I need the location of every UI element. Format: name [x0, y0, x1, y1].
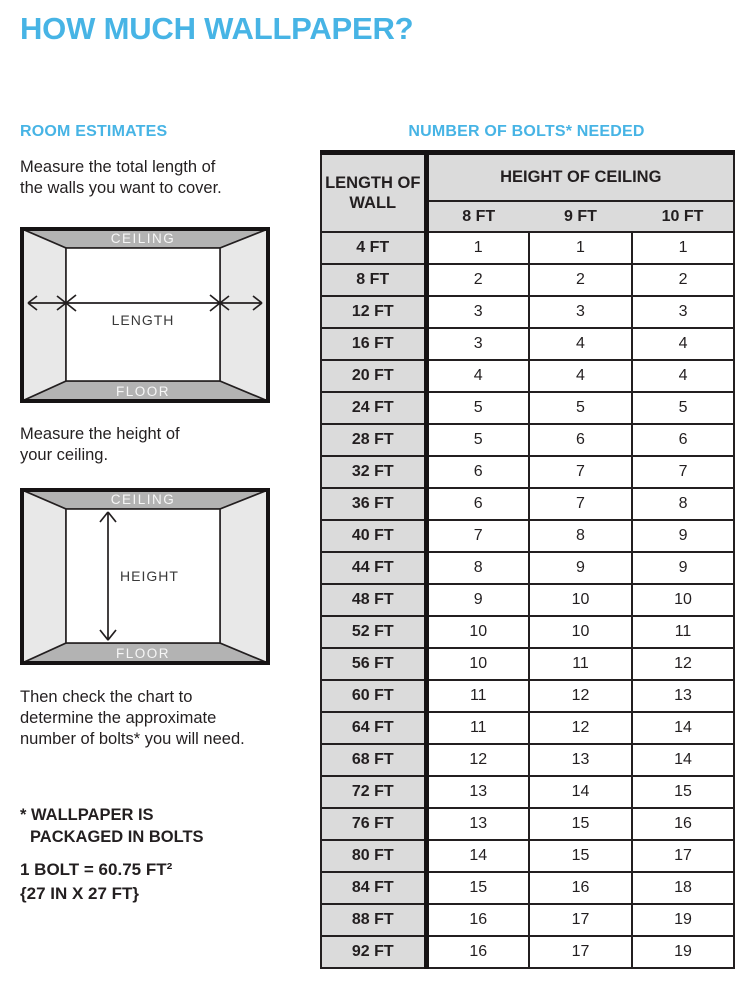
wall-length-cell: 56 FT	[321, 648, 426, 680]
step2-line2: your ceiling.	[20, 446, 109, 464]
length-room-diagram	[20, 227, 270, 403]
bolts-10ft-cell: 14	[632, 712, 734, 744]
step3-instruction	[20, 687, 245, 750]
wall-length-cell: 16 FT	[321, 328, 426, 360]
bolts-8ft-cell: 9	[426, 584, 529, 616]
bolts-8ft-cell: 15	[426, 872, 529, 904]
bolts-footnote	[20, 804, 204, 848]
table-row	[321, 296, 734, 328]
table-row	[321, 936, 734, 968]
height-of-ceiling-header: HEIGHT OF CEILING	[426, 153, 734, 202]
bolts-8ft-cell: 13	[426, 776, 529, 808]
right-wall-panel	[220, 229, 268, 401]
bolts-10ft-cell: 1	[632, 232, 734, 264]
wall-length-cell: 64 FT	[321, 712, 426, 744]
step2-instruction	[20, 424, 180, 466]
bolts-8ft-cell: 12	[426, 744, 529, 776]
wall-length-cell: 48 FT	[321, 584, 426, 616]
bolts-9ft-cell: 10	[529, 584, 632, 616]
wall-length-cell: 4 FT	[321, 232, 426, 264]
bolts-8ft-cell: 14	[426, 840, 529, 872]
table-row	[321, 744, 734, 776]
wall-length-cell: 84 FT	[321, 872, 426, 904]
bolt-equation: 1 BOLT = 60.75 FT²	[20, 860, 173, 879]
step1-line1: Measure the total length of	[20, 158, 216, 176]
floor-label: FLOOR	[115, 384, 171, 399]
bolts-9ft-cell: 13	[529, 744, 632, 776]
bolts-10ft-cell: 19	[632, 904, 734, 936]
bolts-9ft-cell: 4	[529, 328, 632, 360]
table-row	[321, 680, 734, 712]
bolts-9ft-cell: 12	[529, 680, 632, 712]
page-title: HOW MUCH WALLPAPER?	[20, 11, 414, 46]
table-row	[321, 776, 734, 808]
bolts-8ft-cell: 13	[426, 808, 529, 840]
bolts-9ft-cell: 6	[529, 424, 632, 456]
bolts-8ft-cell: 2	[426, 264, 529, 296]
bolts-10ft-cell: 4	[632, 360, 734, 392]
bolts-10ft-cell: 4	[632, 328, 734, 360]
bolts-8ft-cell: 1	[426, 232, 529, 264]
bolts-8ft-cell: 5	[426, 392, 529, 424]
footnote-line2: PACKAGED IN BOLTS	[30, 828, 204, 846]
bolts-10ft-cell: 17	[632, 840, 734, 872]
table-row	[321, 264, 734, 296]
wall-length-cell: 68 FT	[321, 744, 426, 776]
footnote-line1: * WALLPAPER IS	[20, 806, 154, 824]
table-row	[321, 840, 734, 872]
bolts-8ft-cell: 6	[426, 456, 529, 488]
wall-length-cell: 12 FT	[321, 296, 426, 328]
wall-length-cell: 92 FT	[321, 936, 426, 968]
step1-line2: the walls you want to cover.	[20, 179, 222, 197]
table-row	[321, 456, 734, 488]
bolts-9ft-cell: 11	[529, 648, 632, 680]
table-row	[321, 232, 734, 264]
bolts-10ft-cell: 7	[632, 456, 734, 488]
step1-instruction	[20, 157, 222, 199]
table-row	[321, 648, 734, 680]
bolts-8ft-cell: 4	[426, 360, 529, 392]
bolts-10ft-cell: 19	[632, 936, 734, 968]
bolts-9ft-cell: 17	[529, 936, 632, 968]
bolts-10ft-cell: 3	[632, 296, 734, 328]
length-of-wall-header: LENGTH OF WALL	[321, 153, 426, 233]
bolts-10ft-cell: 9	[632, 520, 734, 552]
bolts-10ft-cell: 11	[632, 616, 734, 648]
bolts-10ft-cell: 12	[632, 648, 734, 680]
bolts-9ft-cell: 7	[529, 488, 632, 520]
bolts-8ft-cell: 8	[426, 552, 529, 584]
length-measure-label: LENGTH	[111, 312, 175, 328]
bolts-8ft-cell: 11	[426, 712, 529, 744]
wall-length-cell: 60 FT	[321, 680, 426, 712]
left-wall-panel	[22, 490, 66, 663]
wall-length-cell: 80 FT	[321, 840, 426, 872]
bolts-8ft-cell: 3	[426, 296, 529, 328]
table-row	[321, 424, 734, 456]
table-row	[321, 360, 734, 392]
bolts-9ft-cell: 9	[529, 552, 632, 584]
bolts-9ft-cell: 17	[529, 904, 632, 936]
wall-length-cell: 28 FT	[321, 424, 426, 456]
step3-line2: determine the approximate	[20, 709, 217, 727]
bolts-8ft-cell: 6	[426, 488, 529, 520]
ceiling-label: CEILING	[110, 492, 176, 507]
bolts-8ft-cell: 5	[426, 424, 529, 456]
bolts-8ft-cell: 10	[426, 616, 529, 648]
column-header-10ft: 10 FT	[632, 201, 734, 232]
bolts-10ft-cell: 8	[632, 488, 734, 520]
height-measure-label: HEIGHT	[120, 568, 179, 584]
table-row	[321, 392, 734, 424]
bolts-9ft-cell: 10	[529, 616, 632, 648]
bolts-10ft-cell: 10	[632, 584, 734, 616]
wall-length-cell: 24 FT	[321, 392, 426, 424]
bolts-9ft-cell: 15	[529, 808, 632, 840]
ceiling-label: CEILING	[110, 231, 176, 246]
step3-line1: Then check the chart to	[20, 688, 193, 706]
bolts-8ft-cell: 16	[426, 904, 529, 936]
bolts-8ft-cell: 16	[426, 936, 529, 968]
bolts-10ft-cell: 15	[632, 776, 734, 808]
bolts-9ft-cell: 12	[529, 712, 632, 744]
bolts-8ft-cell: 10	[426, 648, 529, 680]
step2-line1: Measure the height of	[20, 425, 180, 443]
wall-length-cell: 36 FT	[321, 488, 426, 520]
bolts-9ft-cell: 8	[529, 520, 632, 552]
height-room-diagram	[20, 488, 270, 665]
bolts-8ft-cell: 3	[426, 328, 529, 360]
bolts-10ft-cell: 9	[632, 552, 734, 584]
wall-length-cell: 72 FT	[321, 776, 426, 808]
table-row	[321, 488, 734, 520]
table-row	[321, 520, 734, 552]
table-row	[321, 552, 734, 584]
floor-label: FLOOR	[115, 646, 171, 661]
column-header-8ft: 8 FT	[426, 201, 529, 232]
bolts-9ft-cell: 7	[529, 456, 632, 488]
right-wall-panel	[220, 490, 268, 663]
bolts-10ft-cell: 16	[632, 808, 734, 840]
bolts-needed-heading: NUMBER OF BOLTS* NEEDED	[408, 123, 645, 140]
bolts-9ft-cell: 3	[529, 296, 632, 328]
bolts-9ft-cell: 14	[529, 776, 632, 808]
bolts-table	[320, 150, 735, 969]
bolts-10ft-cell: 18	[632, 872, 734, 904]
table-row	[321, 808, 734, 840]
bolts-10ft-cell: 14	[632, 744, 734, 776]
wall-length-cell: 8 FT	[321, 264, 426, 296]
step3-line3: number of bolts* you will need.	[20, 730, 245, 748]
table-row	[321, 904, 734, 936]
bolts-8ft-cell: 7	[426, 520, 529, 552]
wall-length-cell: 20 FT	[321, 360, 426, 392]
bolts-9ft-cell: 1	[529, 232, 632, 264]
table-row	[321, 616, 734, 648]
bolts-10ft-cell: 2	[632, 264, 734, 296]
wall-length-cell: 52 FT	[321, 616, 426, 648]
wall-length-cell: 44 FT	[321, 552, 426, 584]
bolt-dimensions: {27 IN X 27 FT}	[20, 884, 140, 903]
group-header-row	[321, 153, 734, 202]
bolts-10ft-cell: 13	[632, 680, 734, 712]
bolts-9ft-cell: 2	[529, 264, 632, 296]
wall-length-cell: 40 FT	[321, 520, 426, 552]
bolts-9ft-cell: 5	[529, 392, 632, 424]
wall-length-cell: 32 FT	[321, 456, 426, 488]
bolts-10ft-cell: 6	[632, 424, 734, 456]
table-row	[321, 712, 734, 744]
left-wall-panel	[22, 229, 66, 401]
wall-length-cell: 76 FT	[321, 808, 426, 840]
room-estimates-heading: ROOM ESTIMATES	[20, 123, 168, 140]
bolts-table-body	[321, 232, 734, 968]
bolts-8ft-cell: 11	[426, 680, 529, 712]
bolts-9ft-cell: 4	[529, 360, 632, 392]
table-row	[321, 584, 734, 616]
bolts-10ft-cell: 5	[632, 392, 734, 424]
column-header-9ft: 9 FT	[529, 201, 632, 232]
bolts-9ft-cell: 16	[529, 872, 632, 904]
bolt-size-info	[20, 858, 172, 906]
table-row	[321, 328, 734, 360]
wall-length-cell: 88 FT	[321, 904, 426, 936]
table-row	[321, 872, 734, 904]
bolts-9ft-cell: 15	[529, 840, 632, 872]
